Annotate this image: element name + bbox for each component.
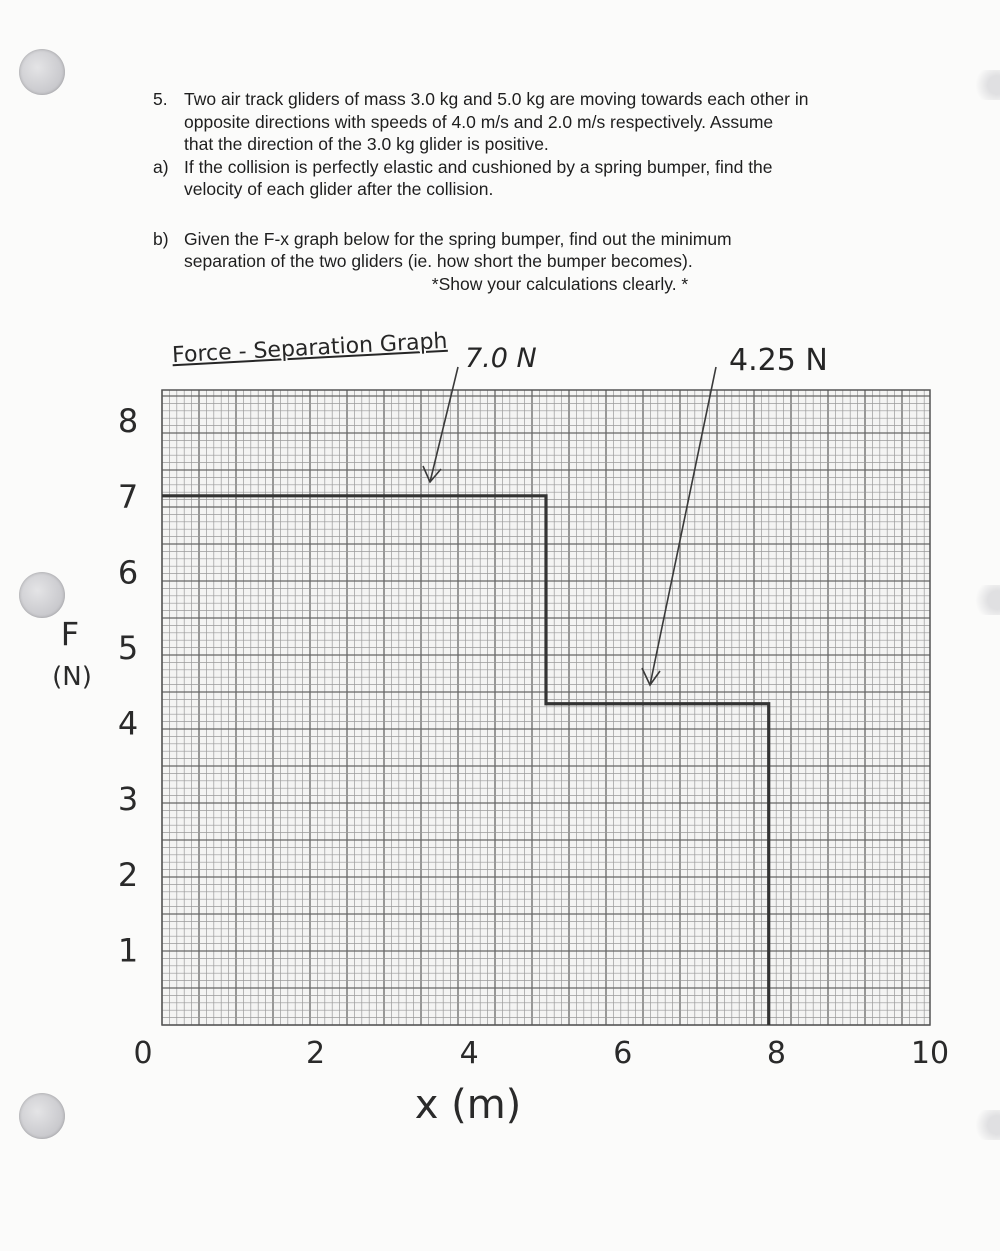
graph-title: Force - Separation Graph [171,328,449,369]
part-a-text: velocity of each glider after the collision. [184,179,494,199]
problem-text-line: Two air track gliders of mass 3.0 kg and 5.0 kg are moving towards each other in [184,89,809,109]
plot-area [162,390,930,1025]
annotation-4-25-n: 4.25 N [729,343,828,378]
x-tick-label: 4 [459,1036,479,1071]
y-tick-label: 4 [117,704,139,743]
y-tick-label: 7 [117,477,139,516]
y-tick-label: 5 [117,629,139,668]
part-a-label: a) [153,156,169,177]
problem-text-line: that the direction of the 3.0 kg glider is positive. [184,134,549,154]
x-tick-label: 10 [910,1036,950,1071]
part-b-note: *Show your calculations clearly. * [431,273,689,294]
part-b-label: b) [153,228,169,249]
x-tick-label: 6 [613,1036,633,1071]
y-tick-label: 1 [117,931,139,970]
x-tick-label: 8 [766,1036,786,1071]
problem-number: 5. [153,89,168,109]
y-tick-label: 6 [117,553,139,592]
y-tick-label: 2 [117,855,139,894]
part-a-text: If the collision is perfectly elastic and cushioned by a spring bumper, find the [184,156,773,177]
problem-text-line: opposite directions with speeds of 4.0 m/s and 2.0 m/s respectively. Assume [184,111,774,132]
part-b-text: separation of the two gliders (ie. how short the bumper becomes). [184,251,693,271]
y-axis-unit: (N) [52,662,92,692]
y-axis-label: F [60,615,80,653]
x-tick-label: 0 [133,1036,153,1071]
part-b-text: Given the F-x graph below for the spring bumper, find out the minimum [184,228,732,249]
x-axis-label: x (m) [414,1082,522,1128]
y-tick-label: 8 [117,402,139,441]
y-tick-label: 3 [117,780,139,819]
annotation-7-0-n: 7.0 N [465,343,537,374]
x-tick-label: 2 [306,1036,326,1071]
